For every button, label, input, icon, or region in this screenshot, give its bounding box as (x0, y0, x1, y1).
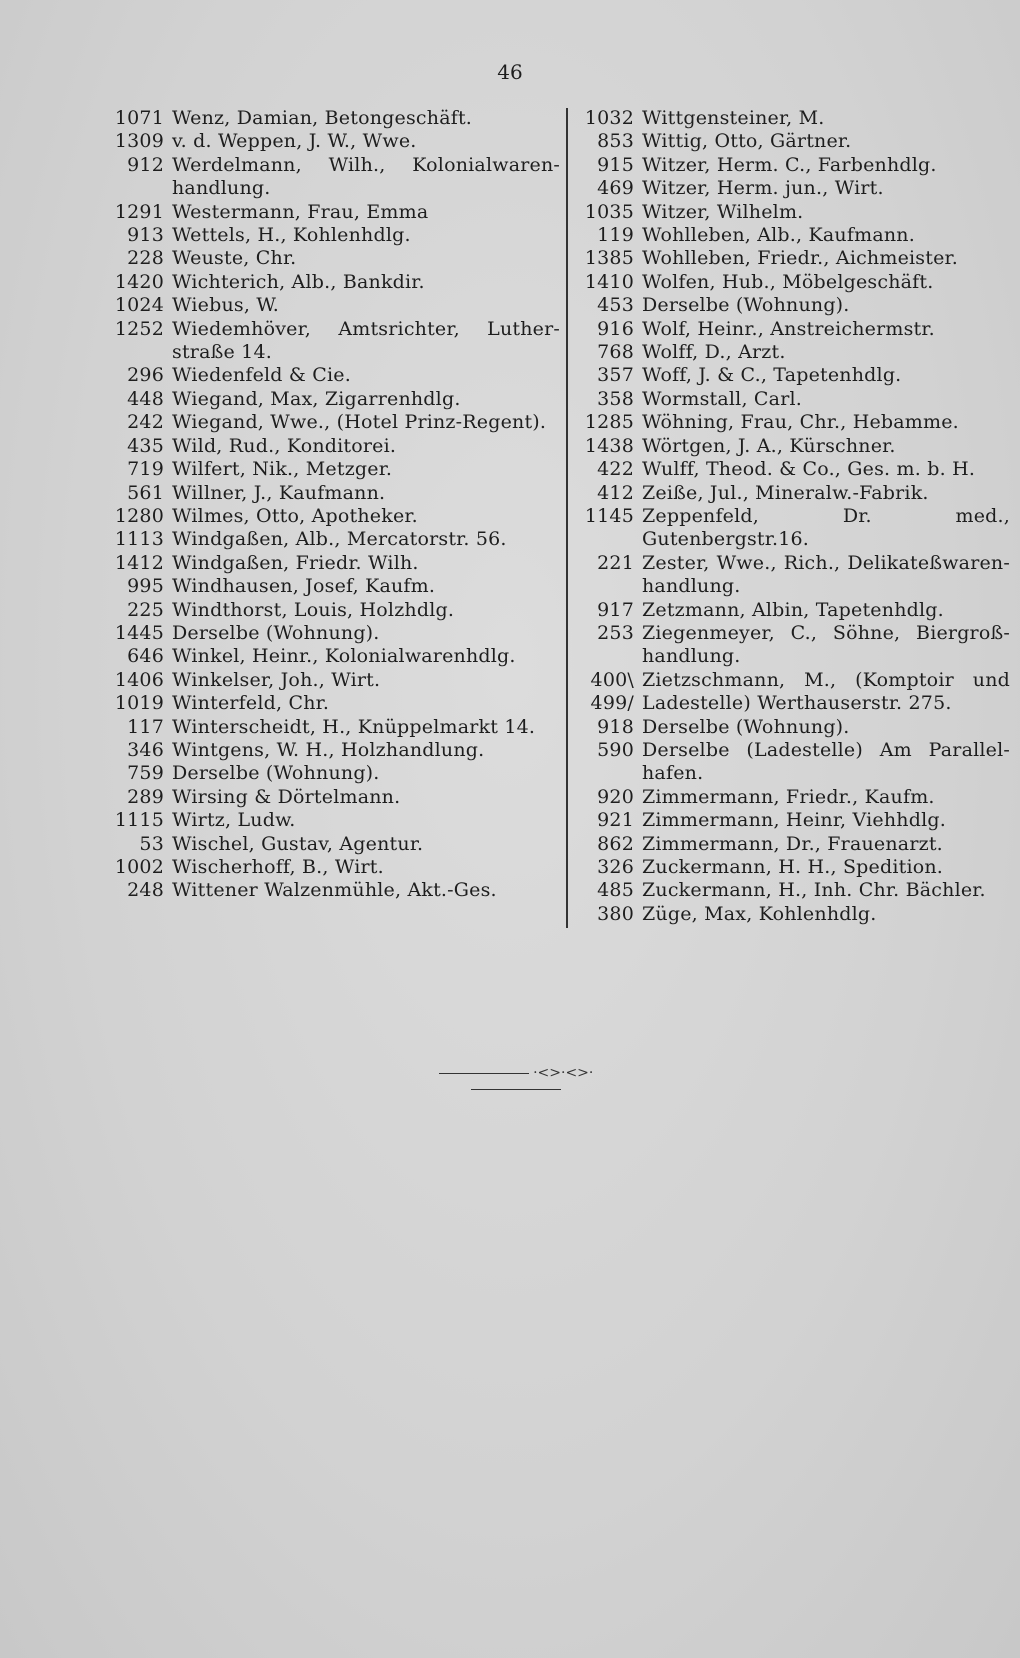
page-number: 46 (497, 60, 523, 84)
entry-text: Wohlleben, Alb., Kaufmann. (642, 224, 915, 247)
entry-text: Zeppenfeld, Dr. med., Gutenbergstr.16. (642, 504, 1010, 551)
entry-text: Wormstall, Carl. (642, 387, 802, 410)
phone-number: 915 (597, 153, 634, 176)
entry-text: Derselbe (Wohnung). (642, 715, 850, 738)
directory-entry (100, 575, 560, 598)
phone-number: 296 (127, 364, 164, 387)
phone-number: 435 (127, 434, 164, 457)
entry-text: Winterfeld, Chr. (172, 692, 330, 715)
entry-text: Wintgens, W. H., Holzhandlung. (172, 738, 485, 761)
directory-entry (572, 341, 1010, 364)
directory-entry (572, 669, 1010, 716)
phone-number: 921 (597, 809, 634, 832)
entry-text: Zietzschmann, M., (Komptoir und Ladestelle) Werthauserstr. 275. (642, 668, 1010, 715)
phone-number: 1280 (114, 504, 164, 527)
entry-text: Wischerhoff, B., Wirt. (172, 856, 384, 878)
phone-number: 1071 (114, 107, 164, 129)
phone-number: 400\ 499/ (590, 668, 634, 715)
directory-entry (100, 762, 560, 785)
phone-number: 759 (127, 762, 164, 785)
phone-number: 380 (597, 902, 634, 925)
entry-text: Wolff, D., Arzt. (642, 341, 786, 364)
entry-text: Wittgensteiner, M. (642, 107, 825, 129)
phone-number: 228 (127, 247, 164, 270)
directory-entry (572, 786, 1010, 809)
phone-number: 853 (597, 130, 634, 153)
directory-entry (100, 879, 560, 902)
ornament-line-right (471, 1089, 561, 1090)
entry-text: Windhausen, Josef, Kaufm. (172, 575, 436, 598)
directory-entry (572, 622, 1010, 669)
phone-number: 916 (597, 317, 634, 340)
phone-number: 920 (597, 785, 634, 808)
phone-number: 326 (597, 856, 634, 878)
directory-entry (100, 294, 560, 317)
entry-text: Wild, Rud., Konditorei. (172, 434, 397, 457)
directory-entry (572, 505, 1010, 552)
phone-number: 358 (597, 387, 634, 410)
entry-text: Wischel, Gustav, Agentur. (172, 832, 424, 855)
phone-number: 221 (597, 551, 634, 574)
entry-text: Winkelser, Joh., Wirt. (172, 668, 381, 691)
directory-entry (100, 669, 560, 692)
entry-text: Derselbe (Wohnung). (642, 294, 850, 317)
phone-number: 346 (127, 738, 164, 761)
phone-number: 1115 (114, 809, 164, 832)
phone-number: 561 (127, 481, 164, 504)
directory-entry (100, 833, 560, 856)
phone-number: 1145 (584, 504, 634, 527)
phone-number: 912 (127, 153, 164, 176)
entry-text: Windgaßen, Friedr. Wilh. (172, 551, 419, 574)
phone-number: 1285 (584, 411, 634, 434)
entry-text: Derselbe (Wohnung). (172, 762, 380, 785)
directory-entry (100, 552, 560, 575)
entry-text: Werdelmann, Wilh., Kolonialwaren-handlung. (172, 153, 560, 200)
phone-number: 117 (127, 715, 164, 738)
directory-entry (572, 833, 1010, 856)
entry-text: Witzer, Wilhelm. (642, 200, 804, 223)
directory-entry (572, 458, 1010, 481)
entry-text: Wiegand, Max, Zigarrenhdlg. (172, 387, 461, 410)
phone-number: 1113 (114, 528, 164, 551)
entry-text: Wörtgen, J. A., Kürschner. (642, 434, 896, 457)
directory-entry (100, 154, 560, 201)
directory-entry (100, 716, 560, 739)
phone-number: 119 (597, 224, 634, 247)
phone-number: 289 (127, 785, 164, 808)
directory-entry (100, 809, 560, 832)
phone-number: 917 (597, 598, 634, 621)
phone-number: 412 (597, 481, 634, 504)
directory-entry (100, 622, 560, 645)
entry-text: Wiedenfeld & Cie. (172, 364, 351, 387)
entry-text: Winkel, Heinr., Kolonialwarenhdlg. (172, 645, 516, 668)
entry-text: Wettels, H., Kohlenhdlg. (172, 224, 411, 247)
phone-number: 1309 (114, 130, 164, 153)
entry-text: Wohlleben, Friedr., Aichmeister. (642, 247, 958, 270)
entry-text: Wirsing & Dörtelmann. (172, 785, 401, 808)
directory-entry (100, 318, 560, 365)
directory-entry (100, 247, 560, 270)
directory-entry (572, 599, 1010, 622)
phone-number: 248 (127, 879, 164, 902)
entry-text: Weuste, Chr. (172, 247, 297, 270)
entry-text: Derselbe (Wohnung). (172, 621, 380, 644)
directory-entry (100, 505, 560, 528)
phone-number: 1032 (584, 107, 634, 129)
entry-text: Wiebus, W. (172, 294, 279, 317)
directory-entry (100, 201, 560, 224)
entry-text: Willner, J., Kaufmann. (172, 481, 386, 504)
ornament-center: ·<>·<>· (533, 1065, 594, 1081)
entry-text: Ziegenmeyer, C., Söhne, Biergroß-handlung. (642, 621, 1010, 668)
phone-number: 357 (597, 364, 634, 387)
directory-entry (572, 294, 1010, 317)
entry-text: Wolfen, Hub., Möbelgeschäft. (642, 270, 934, 293)
directory-entry (572, 809, 1010, 832)
end-ornament (396, 1065, 636, 1097)
phone-number: 1410 (584, 270, 634, 293)
entry-text: Wittener Walzenmühle, Akt.-Ges. (172, 879, 497, 902)
directory-entry (572, 903, 1010, 926)
directory-entry (572, 154, 1010, 177)
entry-text: Wilfert, Nik., Metzger. (172, 458, 393, 481)
phone-number: 1291 (114, 200, 164, 223)
right-column (572, 107, 1010, 926)
entry-text: Wilmes, Otto, Apotheker. (172, 504, 418, 527)
phone-number: 1385 (584, 247, 634, 270)
directory-entry (100, 739, 560, 762)
phone-number: 918 (597, 715, 634, 738)
ornament-line-left (439, 1073, 529, 1074)
entry-text: Zuckermann, H. H., Spedition. (642, 856, 944, 878)
directory-entry (572, 107, 1010, 130)
directory-entry (572, 247, 1010, 270)
phone-number: 225 (127, 598, 164, 621)
directory-entry (572, 388, 1010, 411)
directory-entry (572, 177, 1010, 200)
entry-text: Woff, J. & C., Tapetenhdlg. (642, 364, 902, 387)
phone-number: 1412 (114, 551, 164, 574)
entry-text: Windgaßen, Alb., Mercatorstr. 56. (172, 528, 507, 551)
phone-number: 862 (597, 832, 634, 855)
phone-number: 590 (597, 738, 634, 761)
directory-entry (100, 224, 560, 247)
directory-entry (572, 482, 1010, 505)
directory-entry (100, 435, 560, 458)
phone-number: 485 (597, 879, 634, 902)
entry-text: Zuckermann, H., Inh. Chr. Bächler. (642, 879, 986, 902)
phone-number: 719 (127, 458, 164, 481)
directory-entry (100, 364, 560, 387)
directory-entry (572, 856, 1010, 879)
phone-number: 448 (127, 387, 164, 410)
entry-text: Zetzmann, Albin, Tapetenhdlg. (642, 598, 944, 621)
directory-entry (572, 739, 1010, 786)
entry-text: v. d. Weppen, J. W., Wwe. (172, 130, 417, 153)
directory-entry (572, 318, 1010, 341)
entry-text: Züge, Max, Kohlenhdlg. (642, 902, 877, 925)
directory-entry (100, 271, 560, 294)
phone-number: 53 (139, 832, 164, 855)
directory-entry (100, 528, 560, 551)
phone-number: 1035 (584, 200, 634, 223)
entry-text: Wittig, Otto, Gärtner. (642, 130, 852, 153)
phone-number: 1420 (114, 270, 164, 293)
directory-entry (572, 411, 1010, 434)
entry-text: Zimmermann, Heinr, Viehhdlg. (642, 809, 946, 832)
phone-number: 1024 (114, 294, 164, 317)
directory-entry (100, 599, 560, 622)
phone-number: 242 (127, 411, 164, 434)
phone-number: 1252 (114, 317, 164, 340)
directory-entry (100, 482, 560, 505)
entry-text: Wöhning, Frau, Chr., Hebamme. (642, 411, 959, 434)
phone-number: 1438 (584, 434, 634, 457)
phone-number: 646 (127, 645, 164, 668)
entry-text: Zeiße, Jul., Mineralw.-Fabrik. (642, 481, 929, 504)
phone-number: 1002 (114, 856, 164, 878)
directory-entry (100, 645, 560, 668)
directory-entry (100, 130, 560, 153)
phone-number: 768 (597, 341, 634, 364)
directory-entry (100, 107, 560, 130)
entry-text: Wolf, Heinr., Anstreichermstr. (642, 317, 935, 340)
phone-number: 422 (597, 458, 634, 481)
entry-text: Derselbe (Ladestelle) Am Parallel-hafen. (642, 738, 1010, 785)
entry-text: Witzer, Herm. jun., Wirt. (642, 177, 884, 200)
directory-entry (572, 224, 1010, 247)
directory-entry (100, 458, 560, 481)
left-column (100, 107, 560, 903)
directory-entry (100, 692, 560, 715)
entry-text: Wichterich, Alb., Bankdir. (172, 270, 425, 293)
phone-number: 913 (127, 224, 164, 247)
directory-entry (572, 716, 1010, 739)
phone-number: 1445 (114, 621, 164, 644)
phone-number: 995 (127, 575, 164, 598)
directory-entry (572, 364, 1010, 387)
entry-text: Windthorst, Louis, Holzhdlg. (172, 598, 455, 621)
entry-text: Wirtz, Ludw. (172, 809, 296, 832)
entry-text: Zimmermann, Friedr., Kaufm. (642, 785, 935, 808)
entry-text: Zimmermann, Dr., Frauenarzt. (642, 832, 943, 855)
directory-entry (100, 786, 560, 809)
entry-text: Zester, Wwe., Rich., Delikateßwaren-handlung. (642, 551, 1010, 598)
directory-entry (572, 201, 1010, 224)
phone-number: 469 (597, 177, 634, 200)
directory-entry (572, 435, 1010, 458)
entry-text: Winterscheidt, H., Knüppelmarkt 14. (172, 715, 536, 738)
phone-number: 453 (597, 294, 634, 317)
entry-text: Witzer, Herm. C., Farbenhdlg. (642, 153, 937, 176)
directory-entry (572, 271, 1010, 294)
directory-entry (572, 130, 1010, 153)
entry-text: Wiedemhöver, Amtsrichter, Luther-straße 14. (172, 317, 560, 364)
directory-entry (572, 552, 1010, 599)
entry-text: Wulff, Theod. & Co., Ges. m. b. H. (642, 458, 976, 481)
phone-number: 1406 (114, 668, 164, 691)
entry-text: Wenz, Damian, Betongeschäft. (172, 107, 473, 129)
directory-entry (100, 388, 560, 411)
entry-text: Westermann, Frau, Emma (172, 200, 429, 223)
column-divider (566, 108, 568, 928)
directory-entry (572, 879, 1010, 902)
directory-entry (100, 411, 560, 434)
directory-entry (100, 856, 560, 879)
phone-number: 1019 (114, 692, 164, 715)
phone-number: 253 (597, 621, 634, 644)
entry-text: Wiegand, Wwe., (Hotel Prinz-Regent). (172, 411, 547, 434)
